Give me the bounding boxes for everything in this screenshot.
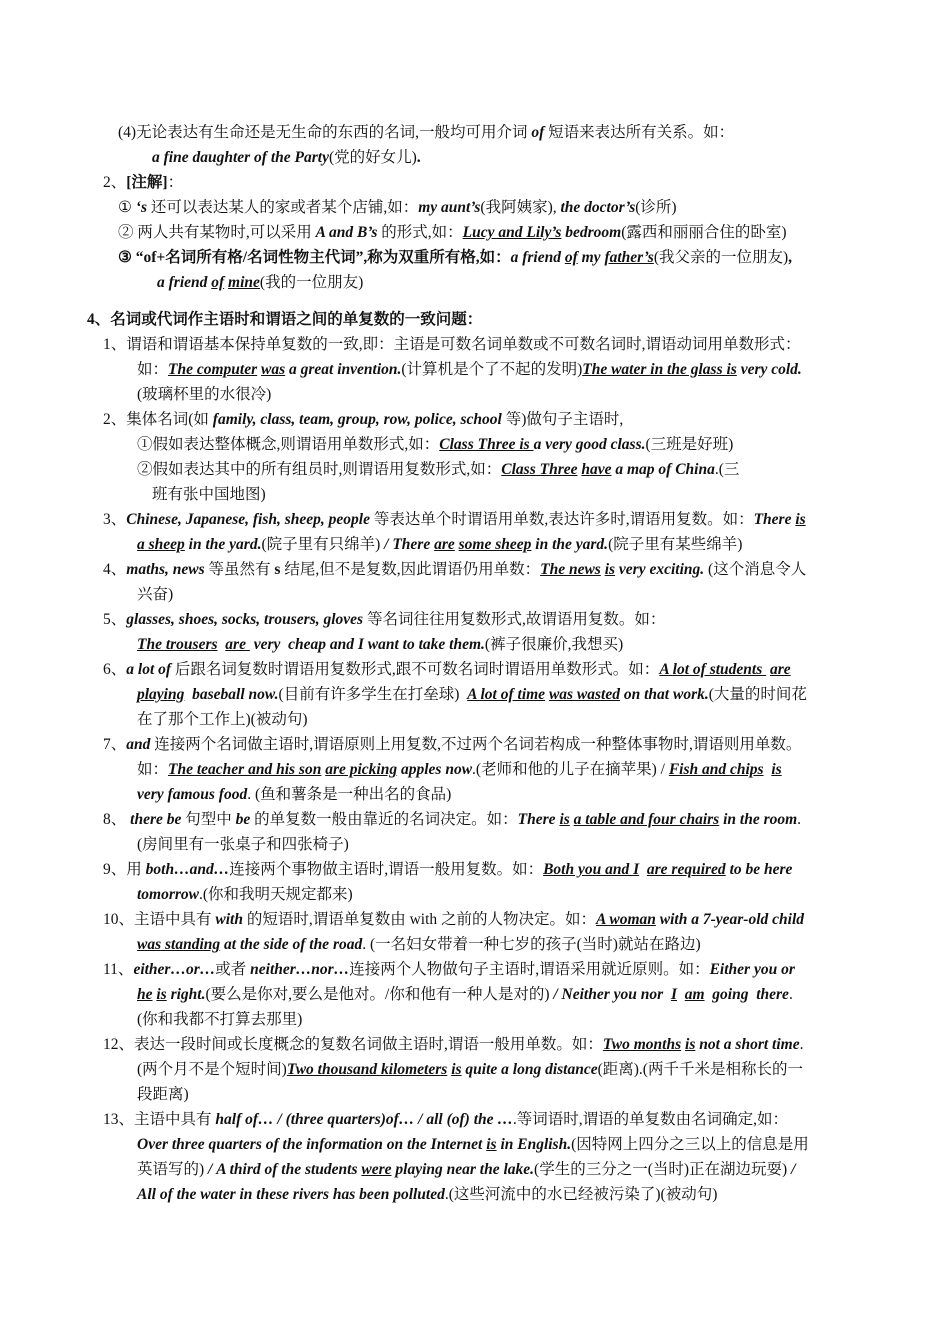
text-run: are — [770, 661, 791, 678]
text-run: A woman — [596, 911, 656, 928]
text-line — [103, 959, 795, 981]
text-run: All of the water in these rivers has been polluted — [137, 1186, 445, 1203]
text-run: neither…nor… — [250, 961, 350, 978]
text-run: 还可以表达某人的家或者某个店铺,如： — [146, 199, 419, 216]
text-run: 的形式,如： — [377, 224, 463, 241]
text-run: was — [261, 361, 286, 378]
text-line — [137, 1084, 189, 1106]
text-line — [137, 684, 807, 706]
text-run: and — [126, 736, 151, 753]
text-run: maths, news — [126, 561, 205, 578]
text-run: a map of China — [611, 461, 715, 478]
text-run: 后跟名词复数时谓语用复数形式,跟不可数名词时谓语用单数形式。如： — [171, 661, 660, 678]
text-line — [137, 434, 733, 456]
text-run: Two months — [602, 1036, 682, 1053]
text-run: 句型中 — [181, 811, 236, 828]
text-run: was wasted — [548, 686, 620, 703]
text-run: bedroom — [565, 224, 622, 241]
text-run: glasses, shoes, socks, trousers, gloves — [126, 611, 364, 628]
text-line — [118, 247, 792, 269]
text-run: both…and… — [145, 861, 230, 878]
text-run: there be — [130, 811, 182, 828]
text-run: (玻璃杯里的水很冷) — [137, 386, 272, 403]
text-run: playing near the lake. — [391, 1161, 535, 1178]
text-run: ①假如表达整体概念,则谓语用单数形式,如： — [137, 436, 440, 453]
text-line — [103, 559, 806, 581]
text-run: not a short time — [695, 1036, 800, 1053]
text-run: is — [486, 1136, 497, 1153]
text-line — [137, 1184, 717, 1206]
text-run: (三班是好班) — [645, 436, 734, 453]
text-run: 13、主语中具有 — [103, 1111, 216, 1128]
text-line — [87, 309, 482, 331]
text-run: mine — [228, 274, 260, 291]
text-run: in the yard. — [531, 536, 609, 553]
text-run: a friend — [510, 249, 565, 266]
text-run: in English. — [496, 1136, 572, 1153]
text-run: ③ “of+名词所有格/名词性物主代词”,称为双重所有格,如： — [118, 249, 511, 266]
text-run: / Neither you nor — [549, 986, 671, 1003]
text-line — [103, 734, 801, 756]
text-run: There — [753, 511, 796, 528]
text-run: of — [564, 249, 578, 266]
text-run: (房间里有一张桌子和四张椅子) — [137, 836, 349, 853]
text-run: Both you and I — [543, 861, 640, 878]
text-run: . — [788, 986, 793, 1003]
text-run: ① — [118, 199, 136, 216]
text-run: Either you or — [709, 961, 795, 978]
text-run: s — [274, 561, 281, 578]
text-run: have — [581, 461, 612, 478]
text-run: 6、 — [103, 661, 127, 678]
text-run: are required — [646, 861, 726, 878]
text-line — [118, 197, 677, 219]
text-run: with — [215, 911, 243, 928]
text-run — [677, 986, 685, 1003]
text-run: is — [604, 561, 616, 578]
text-run: 10、主语中具有 — [103, 911, 216, 928]
text-run: father’s — [604, 249, 654, 266]
text-line — [157, 272, 363, 294]
text-run: . — [799, 1036, 804, 1053]
text-run: 12、表达一段时间或长度概念的复数名词做主语时,谓语一般用单数。如： — [103, 1036, 603, 1053]
text-line — [137, 584, 173, 606]
text-line — [137, 534, 742, 556]
text-run: (我阿姨家), — [480, 199, 561, 216]
text-run: 的单复数一般由靠近的名词决定。如： — [250, 811, 518, 828]
text-run: (目前有许多学生在打垒球) — [278, 686, 468, 703]
text-run: , — [788, 249, 793, 266]
text-run: There — [517, 811, 560, 828]
text-run: .(三 — [714, 461, 740, 478]
text-run: a sheep — [137, 536, 185, 553]
text-run: (我父亲的一位朋友) — [653, 249, 789, 266]
text-line — [137, 384, 271, 406]
text-run: 3、 — [103, 511, 127, 528]
text-run: A lot of students — [659, 661, 767, 678]
text-line — [103, 509, 806, 531]
text-run: the doctor’s — [560, 199, 636, 216]
text-line — [137, 634, 623, 656]
text-run: tomorrow — [137, 886, 200, 903]
text-run: 连接两个事物做主语时,谓语一般用复数。如： — [229, 861, 544, 878]
text-line — [152, 484, 266, 506]
text-run: 9、用 — [103, 861, 146, 878]
text-run: very famous food — [137, 786, 248, 803]
text-run: (学生的三分之一(当时)正在湖边玩耍) — [534, 1161, 788, 1178]
text-run: 5、 — [103, 611, 127, 628]
text-run: (大量的时间花 — [708, 686, 807, 703]
text-run: my aunt’s — [418, 199, 481, 216]
text-run: .(这些河流中的水已经被污染了)(被动句) — [444, 1186, 718, 1203]
text-run: of — [531, 124, 545, 141]
text-run: 8、 — [103, 811, 131, 828]
text-run: (我的一位朋友) — [259, 274, 364, 291]
text-run: playing — [137, 686, 185, 703]
text-run: .(老师和他的儿子在摘苹果) / — [472, 761, 669, 778]
text-run: ②假如表达其中的所有组员时,则谓语用复数形式,如： — [137, 461, 502, 478]
text-run: a fine daughter of the Party — [152, 149, 329, 166]
text-run: The teacher and his son — [168, 761, 322, 778]
text-run: 4、名词或代词作主语时和谓语之间的单复数的一致问题： — [87, 311, 483, 328]
text-run: very cheap and I want to take them. — [249, 636, 485, 653]
text-run: (裤子很廉价,我想买) — [484, 636, 624, 653]
text-line — [137, 784, 451, 806]
text-run: (院子里有只绵羊) — [261, 536, 381, 553]
text-line — [137, 1059, 803, 1081]
text-run: (计算机是个了不起的发明) — [401, 361, 583, 378]
text-line — [103, 409, 623, 431]
text-run: 或者 — [215, 961, 251, 978]
text-run: (诊所) — [635, 199, 677, 216]
text-run: is — [795, 511, 806, 528]
text-line — [152, 147, 421, 169]
text-run: / There — [380, 536, 435, 553]
text-run: apples now — [397, 761, 473, 778]
text-run: 结尾,但不是复数,因此谓语仍用单数： — [280, 561, 541, 578]
text-run: 连接两个名词做主语时,谓语原则上用复数,不过两个名词若构成一种整体事物时,谓语则用单数。 — [150, 736, 802, 753]
text-line — [103, 909, 804, 931]
text-line — [103, 609, 665, 631]
text-run: of — [211, 274, 225, 291]
text-run: 班有张中国地图) — [152, 486, 266, 503]
text-line — [137, 1009, 302, 1031]
text-run: a very good class. — [533, 436, 646, 453]
text-run: 2、集体名词(如 — [103, 411, 213, 428]
text-run — [639, 861, 647, 878]
text-run: (4)无论表达有生命还是无生命的东西的名词,一般均可用介词 — [118, 124, 532, 141]
text-run: (你和我都不打算去那里) — [137, 1011, 303, 1028]
text-line — [103, 172, 183, 194]
text-line — [103, 659, 791, 681]
text-run: (这个消息令人 — [704, 561, 807, 578]
text-run: family, class, team, group, row, police, school — [212, 411, 502, 428]
text-run: Over three quarters of the information on the Internet — [137, 1136, 487, 1153]
text-run: going there — [704, 986, 789, 1003]
text-run: he — [137, 986, 153, 1003]
text-run: / A third of the students — [204, 1161, 362, 1178]
text-run: 等虽然有 — [204, 561, 275, 578]
text-run: on that work. — [620, 686, 709, 703]
text-line — [103, 334, 801, 356]
text-run: is — [559, 811, 570, 828]
text-run: half of… / (three quarters)of… / all (of) the … — [215, 1111, 513, 1128]
text-run: 如： — [137, 761, 169, 778]
text-run: was standing — [137, 936, 221, 953]
text-run: either…or… — [133, 961, 216, 978]
text-run: (党的好女儿) — [328, 149, 417, 166]
text-run: (因特网上四分之三以上的信息是用 — [571, 1136, 809, 1153]
text-run: in the room — [719, 811, 798, 828]
text-line — [137, 459, 739, 481]
text-run: Class Three is — [439, 436, 534, 453]
text-run: in the yard. — [184, 536, 262, 553]
text-run: Two thousand kilometers — [286, 1061, 448, 1078]
text-line — [137, 884, 353, 906]
text-line — [137, 1159, 795, 1181]
text-run: . — [416, 149, 421, 166]
text-run: 等名词往往用复数形式,故谓语用复数。如： — [363, 611, 666, 628]
text-run: be — [235, 811, 251, 828]
text-line — [137, 359, 802, 381]
text-run: 连接两个人物做句子主语时,谓语采用就近原则。如： — [349, 961, 710, 978]
text-run: 11、 — [103, 961, 134, 978]
text-line — [103, 809, 801, 831]
text-run: with a 7-year-old child — [655, 911, 805, 928]
text-run: 等)做句子主语时, — [501, 411, 624, 428]
text-run: ‘s — [135, 199, 147, 216]
text-run: 2、 — [103, 174, 127, 191]
text-run: I — [670, 986, 677, 1003]
text-run: 兴奋) — [137, 586, 174, 603]
text-run: (两个月不是个短时间) — [137, 1061, 287, 1078]
text-run: 短语来表达所有关系。如： — [544, 124, 735, 141]
text-run: 如： — [137, 361, 169, 378]
text-run: quite a long distance — [461, 1061, 598, 1078]
text-run: right. — [166, 986, 206, 1003]
text-line — [137, 834, 349, 856]
text-run: The computer — [168, 361, 258, 378]
text-run: 4、 — [103, 561, 127, 578]
text-line — [137, 984, 793, 1006]
text-run: are — [434, 536, 455, 553]
text-run: . (一名妇女带着一种七岁的孩子(当时)就站在路边) — [362, 936, 701, 953]
text-line — [103, 1109, 788, 1131]
text-run: 等表达单个时谓语用单数,表达许多时,谓语用复数。如： — [369, 511, 754, 528]
text-run: very exciting. — [615, 561, 705, 578]
text-run: some sheep — [458, 536, 532, 553]
text-run: a friend — [157, 274, 212, 291]
text-run: is — [451, 1061, 462, 1078]
text-run: are picking — [325, 761, 398, 778]
text-run: a great invention. — [285, 361, 402, 378]
text-line — [118, 222, 787, 244]
text-run: very cold. — [736, 361, 802, 378]
text-run: A lot of time — [467, 686, 546, 703]
text-run: 在了那个工作上)(被动句) — [137, 711, 308, 728]
text-run: are — [225, 636, 250, 653]
text-run: . (鱼和薯条是一种出名的食品) — [247, 786, 452, 803]
text-run: The news — [540, 561, 601, 578]
text-run: is — [685, 1036, 696, 1053]
text-run: a lot of — [126, 661, 172, 678]
text-run: 英语写的) — [137, 1161, 205, 1178]
text-run: (院子里有某些绵羊) — [608, 536, 743, 553]
text-line — [137, 759, 782, 781]
text-run: (距离).(两千千米是相称长的一 — [597, 1061, 803, 1078]
text-run: A and B’s — [315, 224, 378, 241]
text-run: 7、 — [103, 736, 127, 753]
text-run: to be here — [725, 861, 793, 878]
text-run: .(你和我明天规定都来) — [199, 886, 353, 903]
text-run: 的短语时,谓语单复数由 with 之前的人物决定。如： — [242, 911, 597, 928]
text-line — [137, 934, 701, 956]
text-run: my — [577, 249, 605, 266]
text-run: 段距离) — [137, 1086, 189, 1103]
text-line — [137, 709, 308, 731]
text-line — [118, 122, 734, 144]
text-run: Fish and chips — [668, 761, 764, 778]
text-run: at the side of the road — [220, 936, 363, 953]
text-run: The trousers — [137, 636, 218, 653]
text-run: Lucy and Lily’s — [462, 224, 562, 241]
text-run: baseball now. — [184, 686, 279, 703]
text-run: (露西和丽丽合住的卧室) — [621, 224, 787, 241]
text-run: Chinese, Japanese, fish, sheep, people — [126, 511, 370, 528]
text-run: [注解] — [126, 174, 168, 191]
text-line — [137, 1134, 809, 1156]
text-run: (要么是你对,要么是他对。/你和他有一种人是对的) — [205, 986, 550, 1003]
text-line — [103, 1034, 803, 1056]
text-run: ② 两人共有某物时,可以采用 — [118, 224, 316, 241]
text-run: is — [771, 761, 782, 778]
text-run: The water in the glass is — [582, 361, 737, 378]
text-run: 1、谓语和谓语基本保持单复数的一致,即：主语是可数名词单数或不可数名词时,谓语动词用单数形式： — [103, 336, 801, 353]
text-run: is — [156, 986, 167, 1003]
text-run: were — [361, 1161, 392, 1178]
text-line — [103, 859, 792, 881]
text-run: . — [797, 811, 802, 828]
text-run: a table and four chairs — [573, 811, 720, 828]
text-run: .等词语时,谓语的单复数由名词确定,如： — [512, 1111, 789, 1128]
text-run: / — [787, 1161, 796, 1178]
text-run: Class Three — [501, 461, 578, 478]
text-run: ： — [167, 174, 184, 191]
text-run: am — [684, 986, 705, 1003]
